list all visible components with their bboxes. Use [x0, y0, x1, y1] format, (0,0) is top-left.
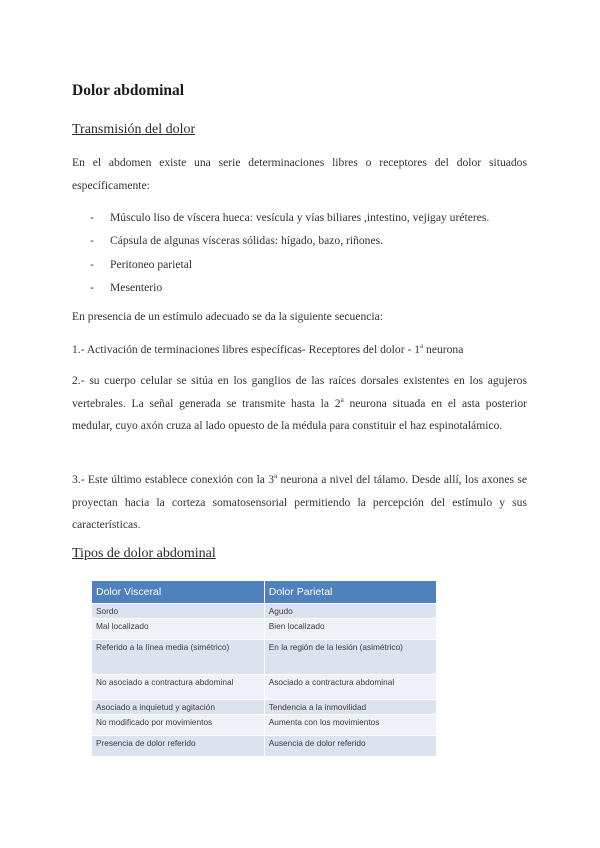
table-header-row	[92, 581, 437, 604]
cell-visceral: Asociado a inquietud y agitación	[92, 700, 264, 715]
cell-parietal: Ausencia de dolor referido	[264, 736, 436, 757]
list-item	[90, 206, 489, 229]
table-row	[92, 640, 437, 675]
header-visceral: Dolor Visceral	[92, 581, 264, 604]
cell-parietal: En la región de la lesión (asimétrico)	[264, 640, 436, 675]
step-2-paragraph	[72, 370, 527, 438]
step-1-text: 1.- Activación de terminaciones libres específicas- Receptores del dolor - 1	[72, 343, 421, 356]
table-row	[92, 619, 437, 640]
list-item-text: Cápsula de algunas vísceras sólidas: hígado, bazo, riñones.	[110, 234, 384, 248]
table-row	[92, 736, 437, 757]
receptor-list	[90, 206, 489, 299]
pain-types-table	[92, 581, 437, 756]
document-title: Dolor abdominal	[72, 82, 185, 99]
step-2-text-end: neurona situada en el asta posterior medular, cuyo axón cruza al lado opuesto de la médula para constituir el haz espinotalámico.	[72, 396, 527, 432]
step-1-text-end: neurona	[423, 343, 464, 356]
cell-visceral: No modificado por movimientos	[92, 715, 264, 736]
list-item	[90, 276, 489, 299]
cell-visceral: Sordo	[92, 604, 264, 619]
list-dash: -	[90, 211, 94, 224]
cell-visceral: Mal localizado	[92, 619, 264, 640]
table-row	[92, 715, 437, 736]
list-dash: -	[90, 257, 94, 271]
list-dash: -	[90, 280, 94, 294]
list-item-text: Músculo liso de víscera hueca: vesícula y vías biliares ,intestino, vejigay uréteres.	[110, 211, 490, 224]
step-3-paragraph	[72, 469, 527, 537]
ordinal-marker: a	[340, 395, 344, 404]
cell-parietal: Asociado a contractura abdominal	[264, 675, 436, 700]
sequence-intro: En presencia de un estímulo adecuado se da la siguiente secuencia:	[72, 310, 383, 323]
section-heading-transmision: Transmisión del dolor	[72, 122, 196, 137]
list-dash: -	[90, 234, 94, 248]
step-2-text: 2.- su cuerpo celular se sitúa en los ganglios de las raíces dorsales existentes en los agujeros vertebrales. La señal generada se transmite hasta la 2	[72, 374, 527, 410]
ordinal-marker: a	[420, 342, 424, 351]
cell-visceral: No asociado a contractura abdominal	[92, 675, 264, 700]
header-parietal: Dolor Parietal	[264, 581, 436, 604]
cell-parietal: Aumenta con los movimientos	[264, 715, 436, 736]
cell-parietal: Tendencia a la inmovilidad	[264, 700, 436, 715]
step-3-text: 3.- Este último establece conexión con la 3	[72, 473, 275, 486]
ordinal-marker: a	[274, 472, 278, 481]
intro-paragraph: En el abdomen existe una serie determinaciones libres o receptores del dolor situados específicamente:	[72, 156, 527, 192]
step-1-paragraph	[72, 339, 527, 362]
table-row	[92, 675, 437, 700]
cell-visceral: Referido a la línea media (simétrico)	[92, 640, 264, 675]
cell-parietal: Agudo	[264, 604, 436, 619]
cell-parietal: Bien localizado	[264, 619, 436, 640]
table-row	[92, 700, 437, 715]
section-heading-tipos: Tipos de dolor abdominal	[72, 546, 216, 561]
cell-visceral: Presencia de dolor referido	[92, 736, 264, 757]
list-item	[90, 229, 489, 252]
list-item-text: Mesenterio	[110, 280, 163, 294]
list-item-text: Peritoneo parietal	[110, 257, 193, 271]
table-row	[92, 604, 437, 619]
step-3-text-end: neurona a nivel del tálamo. Desde allí, los axones se proyectan hacia la corteza somatosensorial permitiendo la percepción del estímulo y sus características.	[72, 473, 527, 531]
list-item	[90, 253, 489, 276]
